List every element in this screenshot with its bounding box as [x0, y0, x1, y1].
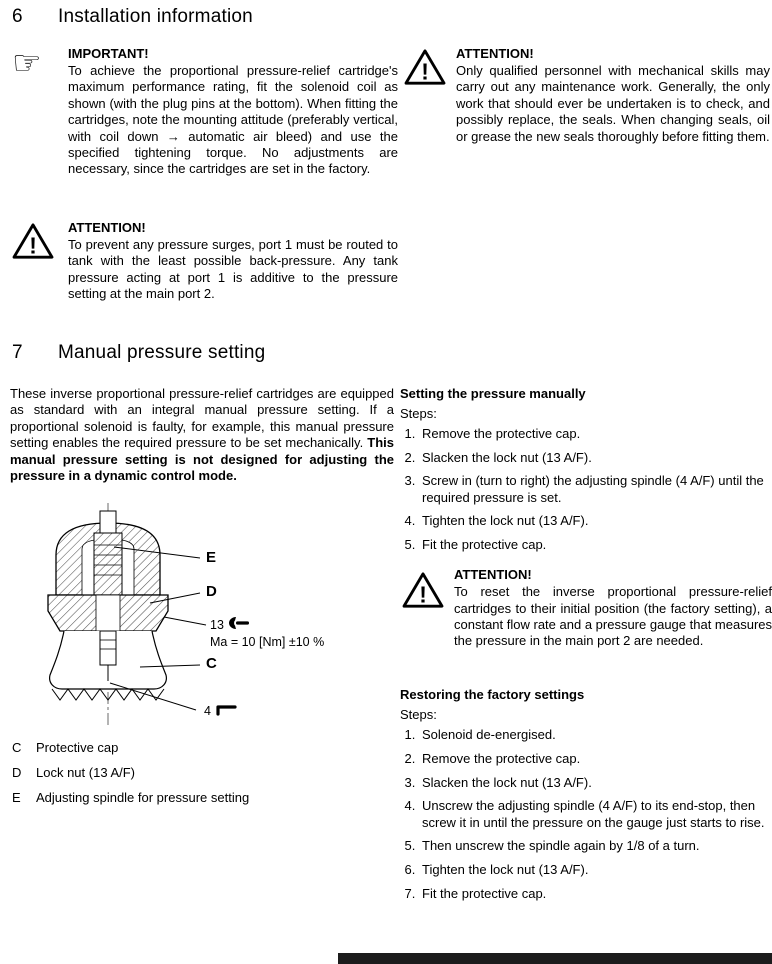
legend-text: Lock nut (13 A/F) — [36, 765, 135, 780]
section-7-heading — [12, 342, 265, 364]
wrench-size-label: 13 — [210, 617, 224, 632]
section-7-right-column — [400, 386, 772, 902]
step-item: 1. Solenoid de-energised. — [419, 727, 772, 743]
pointing-hand-icon: ☞ — [12, 44, 42, 81]
section-6-title: Installation information — [58, 6, 253, 27]
step-item: 2. Remove the protective cap. — [419, 751, 772, 767]
allen-size-label: 4 — [204, 703, 211, 718]
attention-note-right — [402, 46, 770, 145]
step-item: 7. Fit the protective cap. — [419, 886, 772, 902]
diagram-label-d: D — [206, 583, 217, 600]
footer-bar — [338, 953, 772, 964]
allen-key-icon — [215, 702, 237, 719]
manual-setting-heading: Setting the pressure manually — [400, 386, 586, 401]
attention-label: ATTENTION! — [454, 567, 532, 583]
attention-body: To reset the inverse proportional pressure-relief cartridges to their initial position (the factory setting), a constant flow rate and a pressure gauge that measures the pressure in the main port 2 are needed. — [454, 584, 772, 649]
legend-key: D — [12, 765, 22, 780]
important-note — [10, 46, 398, 178]
legend-key: E — [12, 790, 21, 805]
wrench-annotation — [210, 616, 250, 633]
important-label: IMPORTANT! — [68, 46, 149, 61]
cartridge-drawing — [40, 503, 350, 743]
diagram-legend — [12, 740, 372, 815]
factory-settings-heading: Restoring the factory settings — [400, 687, 585, 703]
diagram-label-c: C — [206, 655, 217, 672]
step-item: 5. Then unscrew the spindle again by 1/8 of a turn. — [419, 838, 772, 854]
allen-annotation — [204, 702, 237, 719]
step-item: 2. Slacken the lock nut (13 A/F). — [419, 450, 772, 466]
attention-note-left — [10, 220, 398, 303]
warning-triangle-icon — [12, 222, 54, 265]
section-7-intro — [10, 386, 394, 484]
step-item: 4. Tighten the lock nut (13 A/F). — [419, 513, 772, 529]
wrench-icon — [228, 616, 250, 633]
attention-note-section7 — [400, 567, 772, 663]
section-7-number: 7 — [12, 342, 23, 363]
attention-label: ATTENTION! — [456, 46, 534, 61]
manual-setting-steps — [400, 426, 772, 553]
warning-triangle-icon — [404, 48, 446, 91]
svg-text:!: ! — [29, 232, 37, 259]
legend-item — [12, 765, 372, 781]
section-7-title: Manual pressure setting — [58, 342, 266, 363]
step-item: 6. Tighten the lock nut (13 A/F). — [419, 862, 772, 878]
important-body: To achieve the proportional pressure-relief cartridge's maximum performance rating, fit the solenoid coil as shown (with the plug pins at the bottom). When fitting the cartridges, note the mounting attitude (preferably vertical, with coil down → automatic air bleed) and use the specified tightening torque. No adjustments are necessary, since the cartridges are set in the factory. — [68, 63, 398, 177]
torque-annotation: Ma = 10 [Nm] ±10 % — [210, 635, 325, 649]
intro-bold-text: This manual pressure setting is not designed for adjusting the pressure in a dynamic control mode. — [10, 435, 394, 484]
warning-triangle-icon — [402, 571, 444, 614]
intro-normal-text: These inverse proportional pressure-relief cartridges are equipped as standard with an integral manual pressure setting. If a proportional solenoid is faulty, for example, this manual pressure setting enables the required pressure to be set mechanically. — [10, 386, 394, 451]
steps-label: Steps: — [400, 707, 437, 723]
legend-text: Adjusting spindle for pressure setting — [36, 790, 250, 805]
svg-text:!: ! — [421, 58, 429, 85]
attention-body: To prevent any pressure surges, port 1 must be routed to tank with the least possible back-pressure. Any tank pressure acting at port 1 is additive to the pressure setting at the main port 2. — [68, 237, 398, 302]
step-item: 3. Screw in (turn to right) the adjusting spindle (4 A/F) until the required pressure is set. — [419, 473, 772, 505]
legend-key: C — [12, 740, 22, 755]
attention-body: Only qualified personnel with mechanical skills may carry out any maintenance work. Generally, the only work that should ever be undertaken is to check, and possibly replace, the seals. When changing seals, oil or grease the new seals thoroughly before fitting them. — [456, 63, 770, 144]
factory-settings-steps — [400, 727, 772, 902]
cartridge-diagram — [40, 503, 350, 743]
section-6-number: 6 — [12, 6, 23, 27]
section-6-heading — [12, 6, 253, 28]
steps-label: Steps: — [400, 406, 437, 421]
svg-text:!: ! — [419, 581, 427, 608]
step-item: 4. Unscrew the adjusting spindle (4 A/F) to its end-stop, then screw it in until the pressure on the gauge just starts to rise. — [419, 798, 772, 830]
legend-item — [12, 790, 372, 806]
step-item: 1. Remove the protective cap. — [419, 426, 772, 442]
attention-label: ATTENTION! — [68, 220, 146, 235]
step-item: 5. Fit the protective cap. — [419, 537, 772, 553]
legend-item — [12, 740, 372, 756]
diagram-label-e: E — [206, 549, 217, 566]
step-item: 3. Slacken the lock nut (13 A/F). — [419, 775, 772, 791]
legend-text: Protective cap — [36, 740, 119, 755]
